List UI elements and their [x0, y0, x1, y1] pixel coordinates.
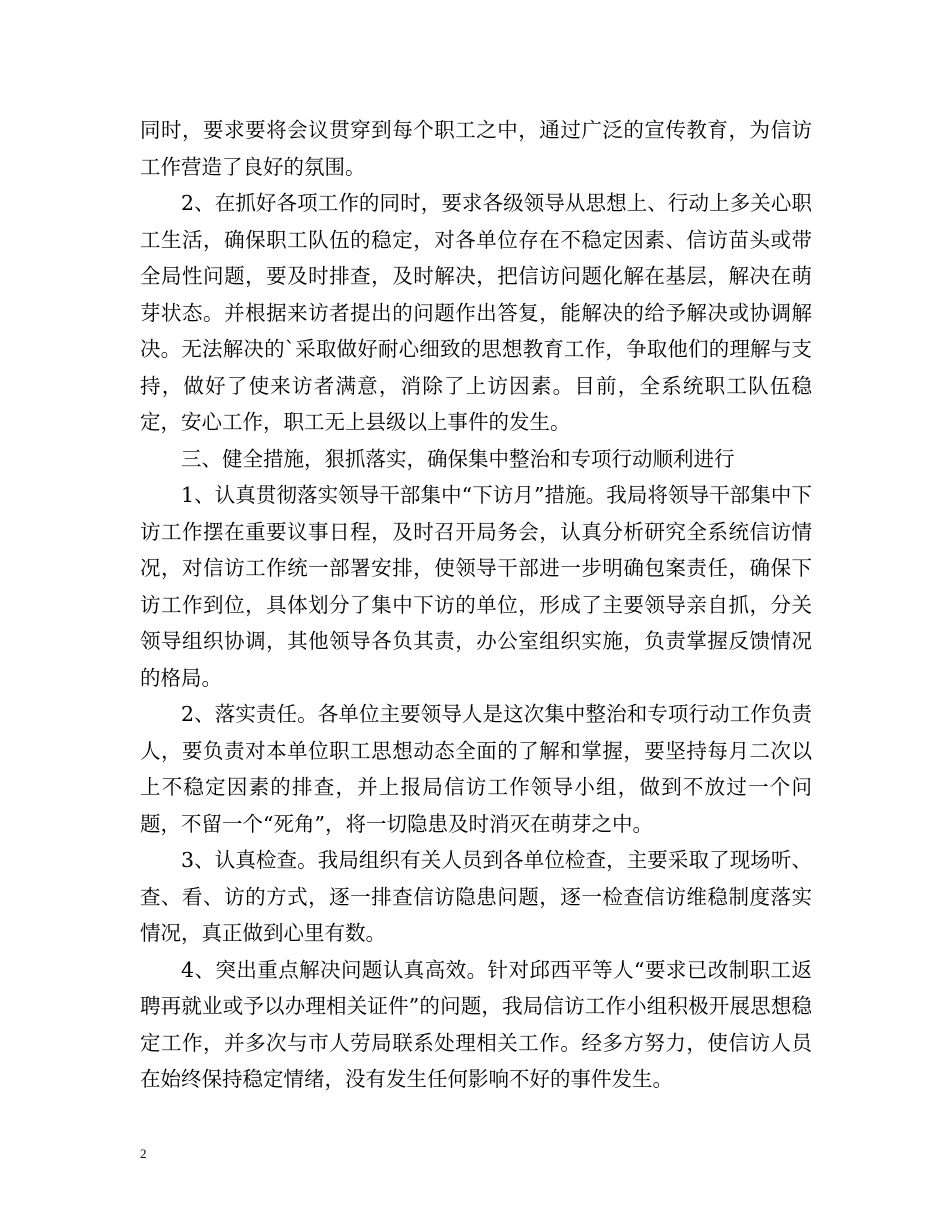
document-body	[140, 112, 812, 1098]
paragraph-item-2-responsibility: 2、落实责任。各单位主要领导人是这次集中整治和专项行动工作负责人，要负责对本单位职工思想动态全面的了解和掌握，要坚持每月二次以上不稳定因素的排查，并上报局信访工作领导小组，做到不放过一个问题，不留一个“死角”，将一切隐患及时消灭在萌芽之中。	[140, 702, 812, 836]
paragraph-item-4-key-issues: 4、突出重点解决问题认真高效。针对邱西平等人“要求已改制职工返聘再就业或予以办理相关证件”的问题，我局信访工作小组积极开展思想稳定工作，并多次与市人劳局联系处理相关工作。经多方努力，使信访人员在始终保持稳定情绪，没有发生任何影响不好的事件发生。	[140, 957, 812, 1091]
paragraph-item-2-care-for-staff: 2、在抓好各项工作的同时，要求各级领导从思想上、行动上多关心职工生活，确保职工队伍的稳定，对各单位存在不稳定因素、信访苗头或带全局性问题，要及时排查，及时解决，把信访问题化解在基层，解决在萌芽状态。并根据来访者提出的问题作出答复，能解决的给予解决或协调解决。无法解决的`采取做好耐心细致的思想教育工作，争取他们的理解与支持，做好了使来访者满意，消除了上访因素。目前，全系统职工队伍稳定，安心工作，职工无上县级以上事件的发生。	[140, 191, 812, 434]
paragraph-item-1-leader-visits: 1、认真贯彻落实领导干部集中“下访月”措施。我局将领导干部集中下访工作摆在重要议事日程，及时召开局务会，认真分析研究全系统信访情况，对信访工作统一部署安排，使领导干部进一步明确包案责任，确保下访工作到位，具体划分了集中下访的单位，形成了主要领导亲自抓，分关领导组织协调，其他领导各负其责，办公室组织实施，负责掌握反馈情况的格局。	[140, 483, 812, 690]
section-heading-3: 三、健全措施，狠抓落实，确保集中整治和专项行动顺利进行	[181, 446, 735, 471]
paragraph-continuation: 同时，要求要将会议贯穿到每个职工之中，通过广泛的宣传教育，为信访工作营造了良好的氛围。	[140, 118, 812, 179]
page-number: 2	[140, 1146, 147, 1161]
paragraph-item-3-inspection: 3、认真检查。我局组织有关人员到各单位检查，主要采取了现场听、查、看、访的方式，逐一排查信访隐患问题，逐一检查信访维稳制度落实情况，真正做到心里有数。	[140, 848, 812, 945]
